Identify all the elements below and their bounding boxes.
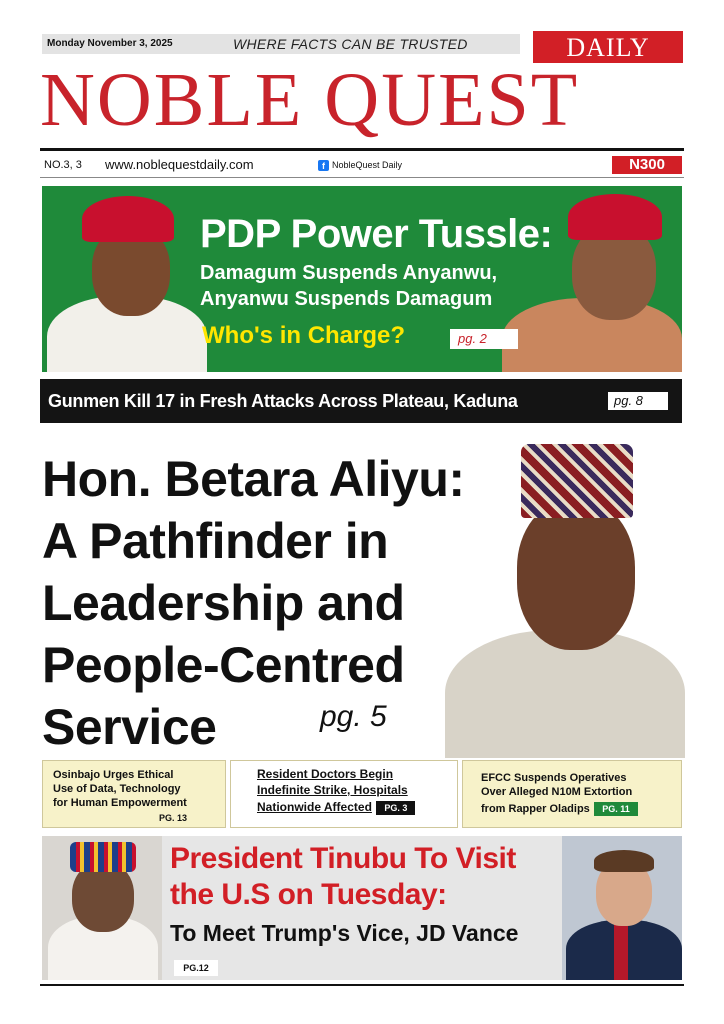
aliyu-portrait — [425, 430, 685, 758]
tinubu-portrait — [42, 836, 162, 980]
teaser-resident-doctors[interactable] — [230, 760, 458, 828]
teaser-2-line-2: Indefinite Strike, Hospitals — [257, 783, 408, 797]
main-headline-line-4: People-Centred — [42, 637, 405, 693]
teaser-1-line-2: Use of Data, Technology — [53, 783, 181, 795]
website-link[interactable]: www.noblequestdaily.com — [105, 157, 254, 172]
main-headline-line-5: Service — [42, 699, 217, 755]
teaser-1-line-3: for Human Empowerment — [53, 797, 187, 809]
daily-badge: DAILY — [533, 31, 683, 63]
news-bar-headline: Gunmen Kill 17 in Fresh Attacks Across Plateau, Kaduna — [48, 391, 518, 411]
teaser-osinbajo[interactable] — [42, 760, 226, 828]
teaser-3-line-1: EFCC Suspends Operatives — [481, 772, 627, 784]
masthead-slogan: WHERE FACTS CAN BE TRUSTED — [233, 36, 468, 52]
teaser-1-line-1: Osinbajo Urges Ethical — [53, 769, 174, 781]
lead-subline-1: Damagum Suspends Anyanwu, — [200, 262, 498, 284]
vance-portrait — [562, 836, 682, 980]
lead-page-ref: pg. 2 — [450, 329, 518, 349]
teaser-1-page-ref: PG. 13 — [159, 813, 188, 823]
issue-date: Monday November 3, 2025 — [47, 38, 173, 49]
teaser-3-line-2: Over Alleged N10M Extortion — [481, 786, 633, 798]
price-badge: N300 — [612, 156, 682, 174]
teaser-2-line-1: Resident Doctors Begin — [257, 767, 394, 781]
bottom-page-ref: PG.12 — [174, 960, 218, 976]
left-portrait — [42, 186, 212, 372]
teaser-3-page-ref: PG. 11 — [594, 802, 638, 816]
bottom-subheadline: To Meet Trump's Vice, JD Vance — [170, 920, 519, 946]
teaser-2-line-3: Nationwide Affected — [257, 800, 372, 814]
news-bar-page-ref: pg. 8 — [608, 392, 668, 410]
footer-rule — [40, 984, 684, 986]
bottom-headline-line-1: President Tinubu To Visit — [170, 842, 516, 875]
facebook-handle[interactable]: NobleQuest Daily — [332, 160, 403, 170]
masthead-rule — [40, 148, 684, 151]
main-page-ref: pg. 5 — [320, 700, 387, 733]
lead-subline-2: Anyanwu Suspends Damagum — [200, 288, 493, 310]
info-rule — [40, 177, 684, 178]
teaser-efcc[interactable] — [462, 760, 682, 828]
teaser-2-page-ref: PG. 3 — [376, 801, 415, 815]
issue-number: NO.3, 3 — [44, 159, 82, 171]
main-headline-line-1: Hon. Betara Aliyu: — [42, 451, 465, 507]
lead-question: Who's in Charge? — [202, 322, 406, 349]
newspaper-title: NOBLE QUEST — [40, 58, 580, 142]
main-headline-line-3: Leadership and — [42, 575, 405, 631]
main-headline-line-2: A Pathfinder in — [42, 513, 389, 569]
bottom-headline-line-2: the U.S on Tuesday: — [170, 878, 447, 911]
facebook-icon: f — [318, 160, 329, 171]
lead-headline: PDP Power Tussle: — [200, 212, 553, 256]
teaser-3-line-3: from Rapper Oladips — [481, 803, 590, 815]
